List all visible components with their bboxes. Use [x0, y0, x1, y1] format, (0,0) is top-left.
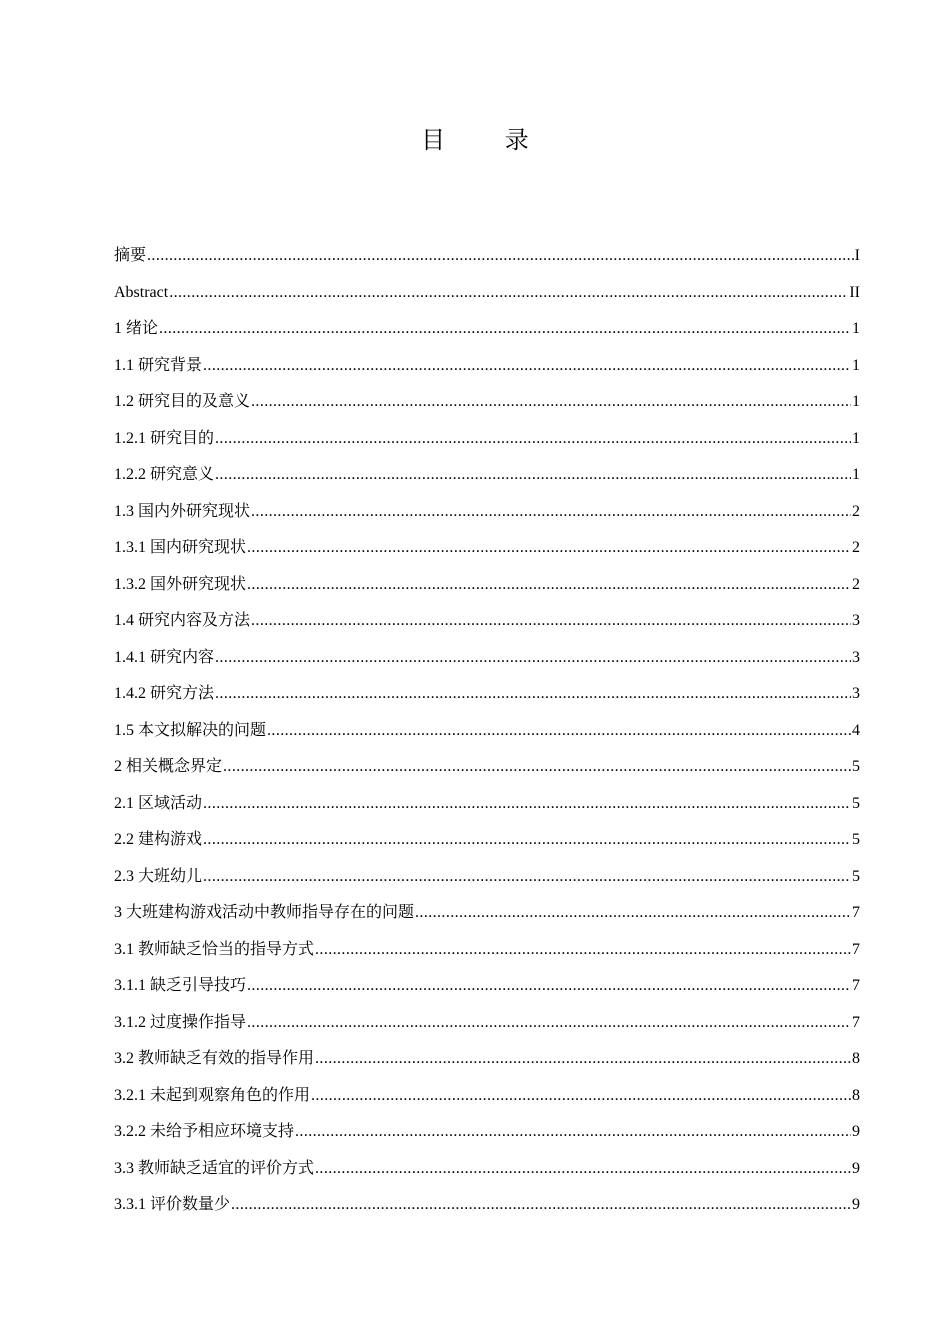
toc-entry-label: 2.3 大班幼儿 [114, 867, 203, 885]
toc-entry-page-number: 9 [852, 1159, 860, 1177]
toc-entry-page-number: 7 [852, 904, 860, 921]
dot-leader [247, 968, 851, 1005]
dot-leader [415, 895, 851, 932]
dot-leader [215, 640, 851, 677]
toc-entry-label: 1.1 研究背景 [114, 356, 203, 374]
toc-entry-label: 3.1.1 缺乏引导技巧 [114, 977, 247, 994]
toc-entry[interactable] [114, 238, 860, 275]
toc-entry-label: 1.4.1 研究内容 [114, 648, 215, 666]
toc-entry[interactable] [114, 1187, 860, 1224]
toc-entry[interactable] [114, 749, 860, 786]
toc-entry-page-number: I [854, 247, 860, 264]
dot-leader [169, 275, 848, 312]
toc-entry-page-number: 1 [852, 320, 860, 337]
toc-entry-page-number: 1 [852, 466, 860, 483]
dot-leader [203, 348, 851, 385]
dot-leader [315, 1041, 851, 1078]
toc-entry-label: 3 大班建构游戏活动中教师指导存在的问题 [114, 904, 415, 921]
toc-entry-label: 2.2 建构游戏 [114, 831, 203, 848]
toc-entry[interactable] [114, 786, 860, 823]
toc-entry-page-number: 7 [852, 940, 860, 958]
toc-entry[interactable] [114, 895, 860, 932]
toc-entry[interactable] [114, 457, 860, 494]
dot-leader [203, 786, 851, 823]
toc-entry-page-number: 3 [852, 685, 860, 702]
toc-entry-label: 1.2 研究目的及意义 [114, 393, 251, 410]
toc-entry-page-number: 2 [852, 502, 860, 520]
toc-entry-label: 1.3 国内外研究现状 [114, 502, 251, 520]
toc-entry-page-number: 1 [852, 429, 860, 447]
toc-entry-label: 1.3.2 国外研究现状 [114, 575, 247, 593]
toc-entry-page-number: 5 [852, 794, 860, 812]
toc-entry[interactable] [114, 530, 860, 567]
toc-entry-page-number: 9 [852, 1123, 860, 1140]
toc-entry[interactable] [114, 348, 860, 385]
toc-entry-label: 摘要 [114, 247, 147, 264]
dot-leader [267, 713, 851, 750]
toc-entry[interactable] [114, 1005, 860, 1042]
toc-entry[interactable] [114, 494, 860, 531]
toc-entry-label: Abstract [114, 283, 169, 301]
toc-entry-label: 3.3.1 评价数量少 [114, 1196, 231, 1213]
toc-entry[interactable] [114, 1078, 860, 1115]
toc-entry-page-number: 3 [852, 612, 860, 629]
dot-leader [315, 932, 851, 969]
dot-leader [251, 603, 851, 640]
toc-entry-label: 1 绪论 [114, 320, 159, 337]
toc-entry-page-number: 9 [852, 1196, 860, 1213]
toc-title: 目 录 [421, 126, 555, 154]
dot-leader [247, 530, 851, 567]
toc-list [114, 238, 860, 1224]
toc-entry-label: 1.2.2 研究意义 [114, 466, 215, 483]
dot-leader [295, 1114, 851, 1151]
dot-leader [223, 749, 851, 786]
toc-entry[interactable] [114, 640, 860, 677]
toc-entry-label: 1.3.1 国内研究现状 [114, 539, 247, 556]
toc-entry-label: 3.1 教师缺乏恰当的指导方式 [114, 940, 315, 958]
toc-entry[interactable] [114, 932, 860, 969]
dot-leader [231, 1187, 851, 1224]
toc-entry-label: 3.2.1 未起到观察角色的作用 [114, 1086, 311, 1104]
dot-leader [159, 311, 851, 348]
toc-entry[interactable] [114, 384, 860, 421]
toc-entry-label: 3.3 教师缺乏适宜的评价方式 [114, 1159, 315, 1177]
toc-entry-label: 2 相关概念界定 [114, 758, 223, 775]
dot-leader [215, 676, 851, 713]
toc-entry-page-number: 5 [852, 831, 860, 848]
toc-entry[interactable] [114, 603, 860, 640]
toc-entry-label: 2.1 区域活动 [114, 794, 203, 812]
toc-entry[interactable] [114, 421, 860, 458]
toc-entry-label: 1.5 本文拟解决的问题 [114, 721, 267, 739]
dot-leader [215, 457, 851, 494]
dot-leader [315, 1151, 851, 1188]
toc-entry-label: 1.2.1 研究目的 [114, 429, 215, 447]
toc-entry-label: 3.2 教师缺乏有效的指导作用 [114, 1050, 315, 1067]
dot-leader [203, 859, 851, 896]
toc-entry-page-number: 7 [852, 1013, 860, 1031]
toc-entry[interactable] [114, 822, 860, 859]
toc-entry[interactable] [114, 1041, 860, 1078]
dot-leader [203, 822, 851, 859]
toc-entry-page-number: 8 [852, 1050, 860, 1067]
dot-leader [251, 494, 851, 531]
toc-entry-label: 1.4 研究内容及方法 [114, 612, 251, 629]
toc-entry[interactable] [114, 567, 860, 604]
toc-entry-page-number: II [849, 283, 860, 301]
dot-leader [215, 421, 851, 458]
toc-entry-page-number: 2 [852, 539, 860, 556]
toc-entry-page-number: 3 [852, 648, 860, 666]
dot-leader [147, 238, 854, 275]
toc-entry-page-number: 5 [852, 867, 860, 885]
dot-leader [311, 1078, 851, 1115]
toc-entry-label: 3.2.2 未给予相应环境支持 [114, 1123, 295, 1140]
dot-leader [247, 567, 851, 604]
toc-entry[interactable] [114, 859, 860, 896]
toc-entry-page-number: 8 [852, 1086, 860, 1104]
toc-entry-page-number: 5 [852, 758, 860, 775]
toc-entry-page-number: 2 [852, 575, 860, 593]
toc-entry[interactable] [114, 1151, 860, 1188]
toc-entry-label: 3.1.2 过度操作指导 [114, 1013, 247, 1031]
toc-entry-page-number: 1 [852, 393, 860, 410]
toc-entry-page-number: 7 [852, 977, 860, 994]
toc-entry-page-number: 4 [852, 721, 860, 739]
toc-entry[interactable] [114, 968, 860, 1005]
toc-entry[interactable] [114, 275, 860, 312]
toc-entry[interactable] [114, 311, 860, 348]
toc-entry[interactable] [114, 676, 860, 713]
dot-leader [251, 384, 851, 421]
dot-leader [247, 1005, 851, 1042]
toc-entry[interactable] [114, 1114, 860, 1151]
toc-entry-label: 1.4.2 研究方法 [114, 685, 215, 702]
toc-entry-page-number: 1 [852, 356, 860, 374]
toc-entry[interactable] [114, 713, 860, 750]
